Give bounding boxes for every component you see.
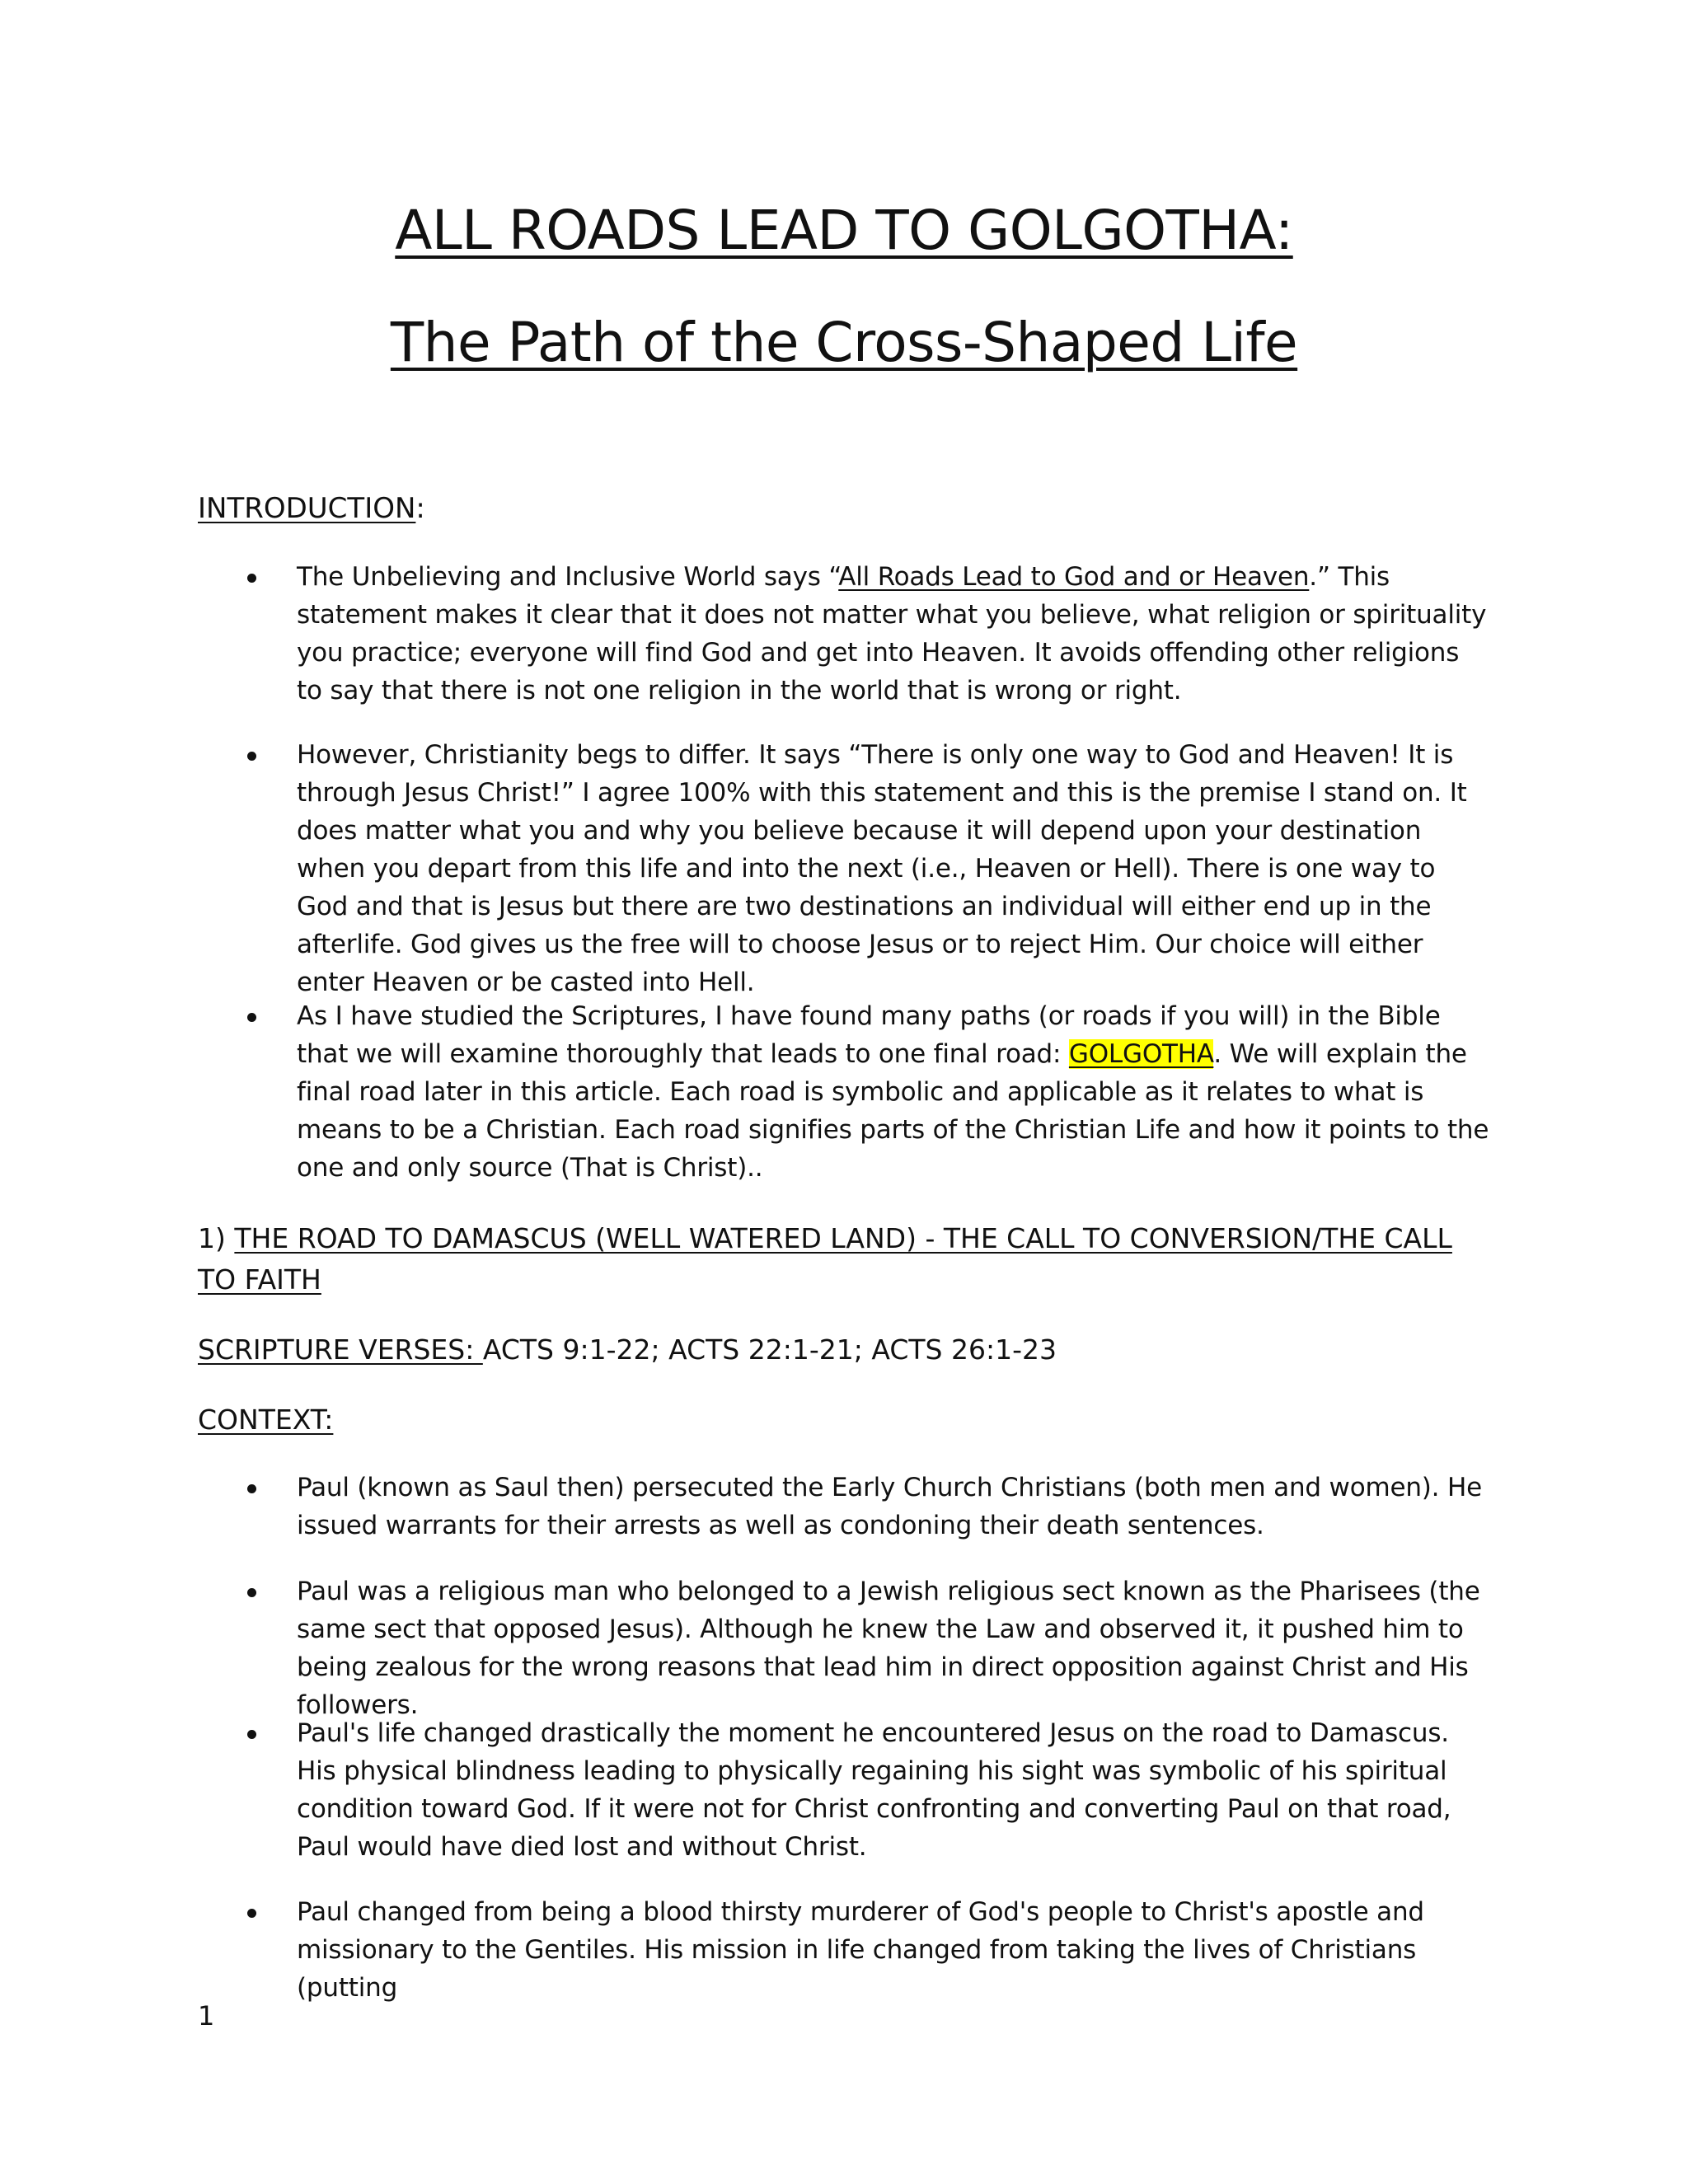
intro-bullet-3 xyxy=(198,997,1492,1187)
intro-bullet-2 xyxy=(198,736,1492,1001)
scripture-verses-label: SCRIPTURE VERSES: xyxy=(198,1333,483,1366)
intro-bullet-2-text: However, Christianity begs to differ. It says “There is only one way to God and Heaven! It is through Jesus Christ!” I agree 100% with this statement and this is the premise I stand on. It does matter what you and why you believe because it will depend upon your destination when you depart from this life and into the next (i.e., Heaven or Hell). There is one way to God and that is Jesus but there are two destinations an individual will either end up in the afterlife. God gives us the free will to choose Jesus or to reject Him. Our choice will either enter Heaven or be casted into Hell. xyxy=(297,740,1467,997)
bullet-dot-icon xyxy=(247,574,256,583)
context-bullet-1-text: Paul (known as Saul then) persecuted the Early Church Christians (both men and women). He issued warrants for their arrests as well as condoning their death sentences. xyxy=(297,1473,1482,1540)
scripture-verses-refs: ACTS 9:1-22; ACTS 22:1-21; ACTS 26:1-23 xyxy=(482,1333,1057,1366)
context-bullet-4 xyxy=(198,1893,1492,2007)
scripture-verses xyxy=(198,1329,1484,1371)
bullet-dot-icon xyxy=(247,752,256,761)
document-title: ALL ROADS LEAD TO GOLGOTHA: xyxy=(395,199,1293,262)
introduction-heading-text: INTRODUCTION xyxy=(198,492,416,525)
context-bullet-3-text: Paul's life changed drastically the moment he encountered Jesus on the road to Damascus. His physical blindness leading to physically regaining his sight was symbolic of his spiritual condition toward God. If it were not for Christ confronting and converting Paul on that road, Paul would have died lost and without Christ. xyxy=(297,1718,1451,1862)
intro-bullet-3-text-after: . We will explain the final road later in this article. Each road is symbolic and applicable as it relates to what is means to be a Christian. Each road signifies parts of the Christian Life and how it points to the one and only source (That is Christ).. xyxy=(297,1039,1489,1183)
all-roads-quote: All Roads Lead to God and or Heaven xyxy=(838,562,1310,592)
introduction-heading xyxy=(198,488,1484,529)
page-number: 1 xyxy=(198,2000,215,2032)
context-bullet-2-text: Paul was a religious man who belonged to a Jewish religious sect known as the Pharisees (the same sect that opposed Jesus). Although he knew the Law and observed it, it pushed him to being zealous for the wrong reasons that lead him in direct opposition against Christ and His followers. xyxy=(297,1577,1480,1720)
bullet-dot-icon xyxy=(247,1484,256,1493)
context-bullet-3 xyxy=(198,1714,1492,1866)
golgotha-highlight: GOLGOTHA xyxy=(1068,1039,1214,1069)
section-1-heading xyxy=(198,1218,1484,1301)
document-subtitle: The Path of the Cross-Shaped Life xyxy=(390,311,1298,374)
context-bullet-4-text: Paul changed from being a blood thirsty murderer of God's people to Christ's apostle and missionary to the Gentiles. His mission in life changed from taking the lives of Christians (putting xyxy=(297,1897,1424,2003)
section-1-number: 1) xyxy=(198,1222,235,1254)
bullet-dot-icon xyxy=(247,1013,256,1022)
context-label: CONTEXT: xyxy=(198,1404,334,1436)
context-heading xyxy=(198,1399,1484,1441)
context-bullet-1 xyxy=(198,1469,1492,1544)
intro-bullet-1 xyxy=(198,558,1492,710)
context-bullet-2 xyxy=(198,1572,1492,1724)
intro-bullet-1-text-before: The Unbelieving and Inclusive World says “ xyxy=(297,562,839,592)
bullet-dot-icon xyxy=(247,1588,256,1597)
bullet-dot-icon xyxy=(247,1909,256,1918)
intro-bullet-1-text-after: .” This statement makes it clear that it does not matter what you believe, what religion or spirituality you practice; everyone will find God and get into Heaven. It avoids offending other religions to say that there is not one religion in the world that is wrong or right. xyxy=(297,562,1487,705)
bullet-dot-icon xyxy=(247,1730,256,1739)
section-1-title: THE ROAD TO DAMASCUS (WELL WATERED LAND) - THE CALL TO CONVERSION/THE CALL TO FAITH xyxy=(198,1222,1452,1296)
introduction-heading-colon: : xyxy=(415,492,425,525)
intro-bullet-3-text-before: As I have studied the Scriptures, I have found many paths (or roads if you will) in the Bible that we will examine thoroughly that leads to one final road: xyxy=(297,1001,1441,1069)
